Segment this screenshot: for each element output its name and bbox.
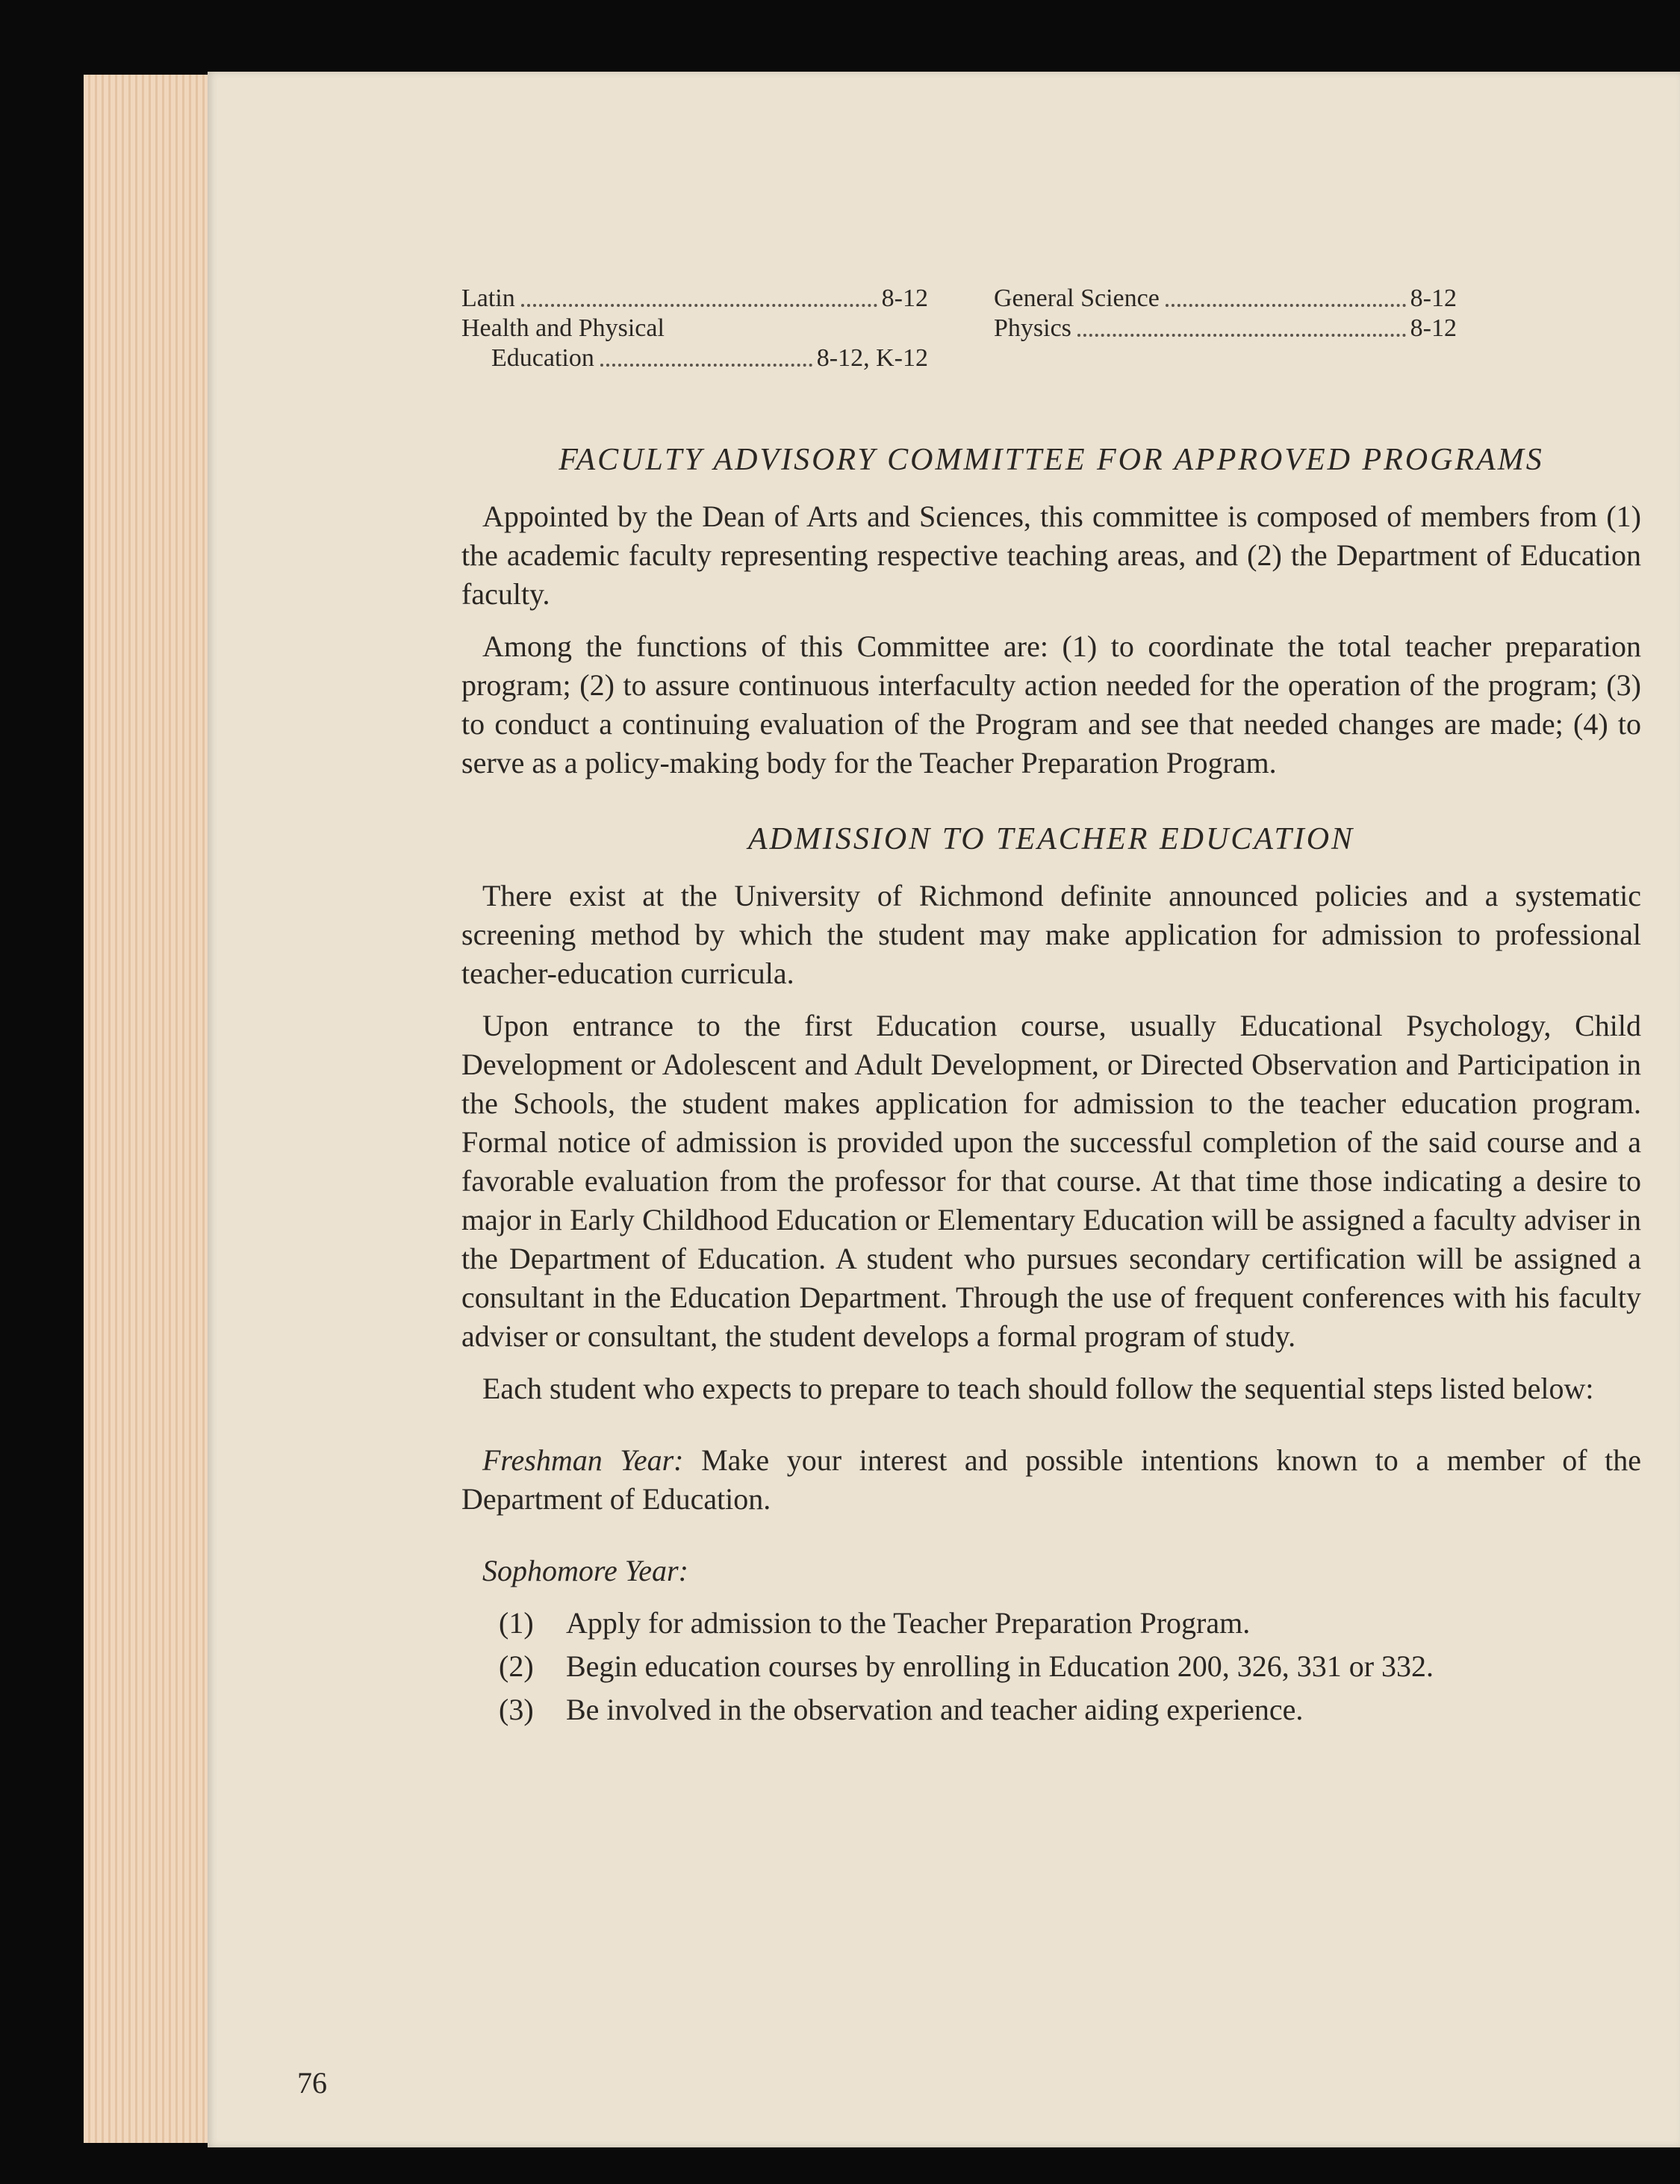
sophomore-year	[461, 1552, 1641, 1590]
certification-entry	[994, 284, 1457, 314]
grade-range: 8-12	[1410, 284, 1457, 312]
subject-name: Health and Physical	[461, 314, 665, 342]
certification-entry	[461, 343, 928, 373]
page-number: 76	[297, 2066, 327, 2100]
step-number: (1)	[499, 1606, 534, 1640]
list-item	[461, 1690, 1641, 1729]
step-text: Begin education courses by enrolling in Education 200, 326, 331 or 332.	[566, 1649, 1434, 1683]
grade-range: 8-12, K-12	[816, 344, 928, 372]
step-text: Be involved in the observation and teacher aiding experience.	[566, 1693, 1304, 1726]
certification-list-left	[461, 284, 928, 373]
list-item	[461, 1647, 1641, 1686]
subject-name: General Science	[994, 284, 1160, 312]
admission-heading: ADMISSION TO TEACHER EDUCATION	[747, 822, 1355, 856]
certification-list-right	[994, 284, 1457, 343]
admission-paragraph: There exist at the University of Richmond definite announced policies and a systematic screening method by which the student may make application for admission to professional teacher-education curricula.	[461, 879, 1641, 990]
list-item	[461, 1604, 1641, 1643]
grade-range: 8-12	[881, 284, 928, 312]
step-number: (3)	[499, 1693, 534, 1726]
certification-lists	[461, 284, 1641, 403]
committee-paragraph: Appointed by the Dean of Arts and Sciences, this committee is composed of members from (1) the academic faculty representing respective teaching areas, and (2) the Department of Education faculty.	[461, 500, 1641, 611]
committee-paragraph: Among the functions of this Committee are: (1) to coordinate the total teacher preparation program; (2) to assure continuous interfaculty action needed for the operation of the program; (3) to conduct a continuing evaluation of the Program and see that needed changes are made; (4) to serve as a policy-making body for the Teacher Preparation Program.	[461, 629, 1641, 780]
subject-name: Latin	[461, 284, 515, 312]
sophomore-steps-list	[461, 1604, 1641, 1729]
sophomore-year-block	[461, 1552, 1641, 1729]
dot-leader	[1077, 334, 1406, 337]
admission-paragraph: Upon entrance to the first Education course, usually Educational Psychology, Child Development or Adolescent and Adult Development, or Directed Observation and Participation in the Schools, the student makes application for admission to the teacher education program. Formal notice of admission is provided upon the successful completion of the said course and a favorable evaluation from the professor for that course. At that time those indicating a desire to major in Early Childhood Education or Elementary Education will be assigned a faculty adviser in the Department of Education. A student who pursues secondary certification will be assigned a consultant in the Education Department. Through the use of frequent conferences with his faculty adviser or consultant, the student develops a formal program of study.	[461, 1009, 1641, 1353]
committee-heading: FACULTY ADVISORY COMMITTEE FOR APPROVED PROGRAMS	[559, 443, 1544, 477]
freshman-year-label: Freshman Year:	[482, 1443, 684, 1477]
certification-entry	[994, 314, 1457, 343]
dot-leader	[1166, 304, 1406, 307]
dot-leader	[600, 364, 812, 367]
certification-entry	[461, 284, 928, 314]
subject-name: Education	[491, 344, 594, 372]
freshman-year	[461, 1441, 1641, 1519]
dot-leader	[521, 304, 877, 307]
grade-range: 8-12	[1410, 314, 1457, 342]
freshman-year-block	[461, 1441, 1641, 1519]
sophomore-year-label: Sophomore Year:	[482, 1554, 688, 1587]
book-page-edges	[84, 75, 211, 2143]
certification-entry	[461, 314, 928, 343]
step-text: Apply for admission to the Teacher Preparation Program.	[566, 1606, 1251, 1640]
freshman-year-text: Make your interest and possible intentions known to a member of the Department of Education.	[461, 1443, 1642, 1516]
subject-name: Physics	[994, 314, 1071, 342]
page-content	[461, 284, 1641, 1743]
step-number: (2)	[499, 1649, 534, 1683]
admission-paragraph: Each student who expects to prepare to teach should follow the sequential steps listed below:	[482, 1372, 1594, 1405]
